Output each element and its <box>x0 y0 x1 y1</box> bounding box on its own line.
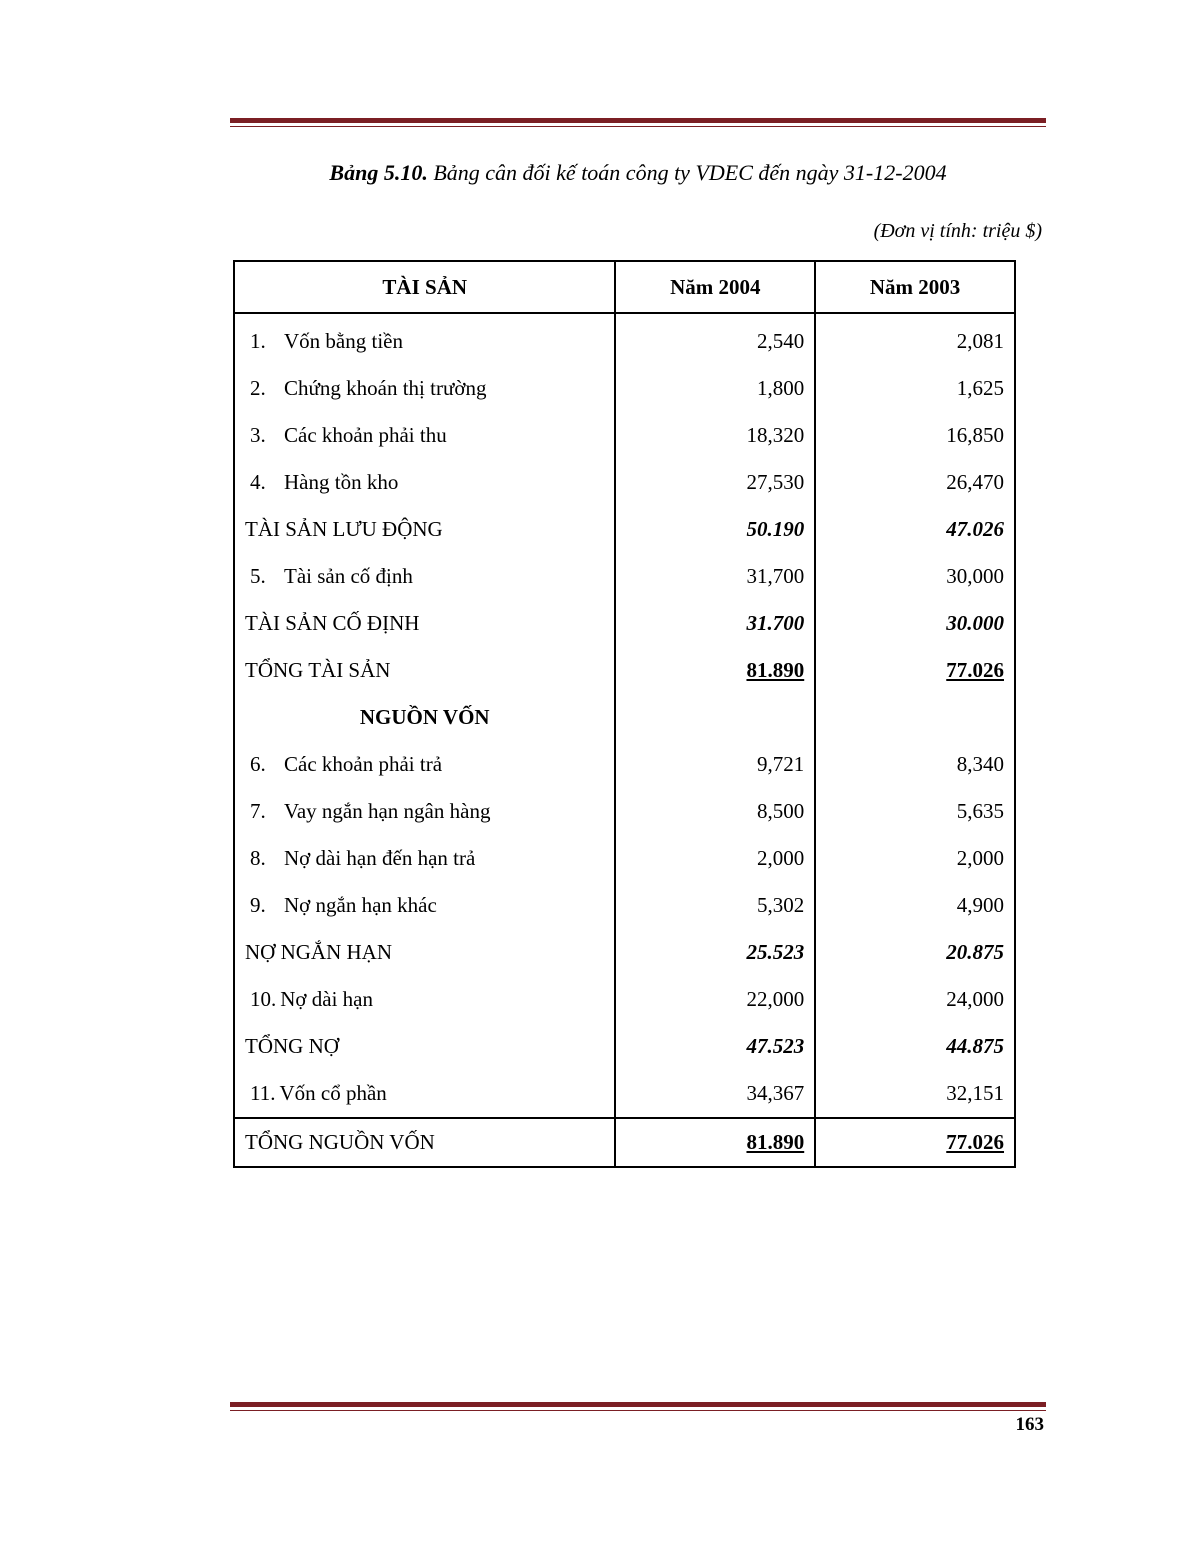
table-row <box>234 459 1015 506</box>
value-2003: 1,625 <box>815 365 1015 412</box>
value-2003: 4,900 <box>815 882 1015 929</box>
value-2003: 47.026 <box>815 506 1015 553</box>
caption-text: Bảng cân đối kế toán công ty VDEC đến ngày 31-12-2004 <box>433 160 947 185</box>
value-2004: 1,800 <box>615 365 815 412</box>
row-label: TỔNG NỢ <box>234 1023 615 1070</box>
table-row <box>234 976 1015 1023</box>
row-label: NỢ NGẮN HẠN <box>234 929 615 976</box>
row-label: TÀI SẢN CỐ ĐỊNH <box>234 600 615 647</box>
caption-number: Bảng 5.10. <box>329 160 428 185</box>
value-2003: 8,340 <box>815 741 1015 788</box>
value-2004 <box>615 694 815 741</box>
value-2003: 30,000 <box>815 553 1015 600</box>
row-label: 5. Tài sản cố định <box>234 553 615 600</box>
row-label: TÀI SẢN LƯU ĐỘNG <box>234 506 615 553</box>
table-row <box>234 365 1015 412</box>
row-label: 10. Nợ dài hạn <box>234 976 615 1023</box>
value-2004: 27,530 <box>615 459 815 506</box>
row-label: TỔNG NGUỒN VỐN <box>234 1118 615 1167</box>
value-2004: 34,367 <box>615 1070 815 1118</box>
row-label: 8. Nợ dài hạn đến hạn trả <box>234 835 615 882</box>
value-2004: 9,721 <box>615 741 815 788</box>
table-row <box>234 882 1015 929</box>
value-2004: 25.523 <box>615 929 815 976</box>
row-label: 9. Nợ ngắn hạn khác <box>234 882 615 929</box>
table-row <box>234 313 1015 365</box>
table-caption <box>230 160 1046 186</box>
table-row <box>234 412 1015 459</box>
balance-sheet-table <box>233 260 1016 1168</box>
value-2004: 81.890 <box>615 647 815 694</box>
value-2004: 2,000 <box>615 835 815 882</box>
grand-total-row <box>234 1118 1015 1167</box>
value-2003: 77.026 <box>815 1118 1015 1167</box>
row-label: 11. Vốn cổ phần <box>234 1070 615 1118</box>
subtotal-row <box>234 1023 1015 1070</box>
value-2004: 31.700 <box>615 600 815 647</box>
total-row <box>234 647 1015 694</box>
value-2004: 50.190 <box>615 506 815 553</box>
value-2003 <box>815 694 1015 741</box>
value-2003: 32,151 <box>815 1070 1015 1118</box>
row-label: 3. Các khoản phải thu <box>234 412 615 459</box>
header-rule <box>230 118 1046 127</box>
value-2004: 2,540 <box>615 313 815 365</box>
footer-rule <box>230 1402 1046 1411</box>
value-2004: 22,000 <box>615 976 815 1023</box>
table-header-row <box>234 261 1015 313</box>
row-label: TỔNG TÀI SẢN <box>234 647 615 694</box>
table-row <box>234 835 1015 882</box>
page-number: 163 <box>1015 1414 1044 1435</box>
value-2004: 5,302 <box>615 882 815 929</box>
value-2004: 18,320 <box>615 412 815 459</box>
row-label: 1. Vốn bằng tiền <box>234 313 615 365</box>
unit-note: (Đơn vị tính: triệu $) <box>873 220 1042 242</box>
value-2003: 2,081 <box>815 313 1015 365</box>
section-heading: NGUỒN VỐN <box>234 694 615 741</box>
value-2003: 30.000 <box>815 600 1015 647</box>
value-2003: 44.875 <box>815 1023 1015 1070</box>
table-row <box>234 788 1015 835</box>
subtotal-row <box>234 506 1015 553</box>
value-2003: 77.026 <box>815 647 1015 694</box>
value-2003: 5,635 <box>815 788 1015 835</box>
header-year-2003: Năm 2003 <box>815 261 1015 313</box>
header-assets: TÀI SẢN <box>234 261 615 313</box>
table-row <box>234 553 1015 600</box>
row-label: 4. Hàng tồn kho <box>234 459 615 506</box>
subtotal-row <box>234 600 1015 647</box>
subtotal-row <box>234 929 1015 976</box>
row-label: 6. Các khoản phải trả <box>234 741 615 788</box>
header-year-2004: Năm 2004 <box>615 261 815 313</box>
row-label: 2. Chứng khoán thị trường <box>234 365 615 412</box>
table-row <box>234 1070 1015 1118</box>
table-row <box>234 741 1015 788</box>
value-2004: 47.523 <box>615 1023 815 1070</box>
value-2004: 8,500 <box>615 788 815 835</box>
value-2003: 16,850 <box>815 412 1015 459</box>
value-2003: 26,470 <box>815 459 1015 506</box>
value-2004: 31,700 <box>615 553 815 600</box>
value-2003: 2,000 <box>815 835 1015 882</box>
section-heading-row <box>234 694 1015 741</box>
value-2004: 81.890 <box>615 1118 815 1167</box>
row-label: 7. Vay ngắn hạn ngân hàng <box>234 788 615 835</box>
value-2003: 20.875 <box>815 929 1015 976</box>
value-2003: 24,000 <box>815 976 1015 1023</box>
